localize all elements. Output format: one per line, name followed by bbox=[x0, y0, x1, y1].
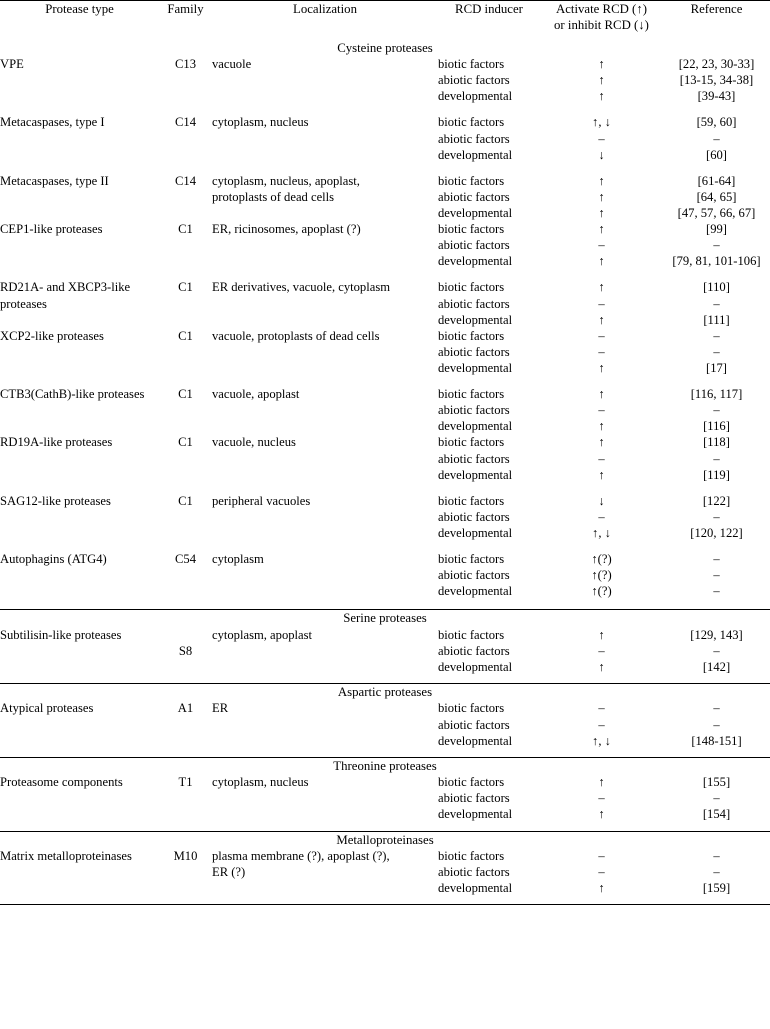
cell-family bbox=[159, 386, 212, 434]
protease-type-label: Metacaspases, type I bbox=[0, 115, 105, 130]
reference-1: – bbox=[713, 568, 720, 583]
effect-2: ↑ bbox=[598, 312, 605, 327]
rcd-inducer-2: developmental bbox=[438, 584, 513, 599]
reference-0: [155] bbox=[702, 775, 731, 790]
reference-1: – bbox=[713, 344, 720, 359]
effect-1: ↑ bbox=[598, 189, 605, 204]
rcd-inducer-0: biotic factors bbox=[438, 848, 505, 863]
cell-reference bbox=[663, 173, 770, 221]
section-title-2: Aspartic proteases bbox=[337, 685, 433, 700]
rcd-inducer-2: developmental bbox=[438, 147, 513, 162]
effect-0: ↑ bbox=[598, 387, 605, 402]
family-label: C13 bbox=[175, 57, 196, 72]
reference-1: – bbox=[713, 509, 720, 524]
header-label-family: Family bbox=[167, 2, 204, 16]
effect-1: ↑(?) bbox=[591, 568, 612, 583]
rcd-inducer-2: developmental bbox=[438, 660, 513, 674]
cell-rcd-inducer bbox=[438, 221, 540, 279]
table-header-row bbox=[0, 1, 770, 34]
header-cell-family bbox=[159, 1, 212, 34]
cell-localization bbox=[212, 434, 438, 492]
section-row bbox=[0, 40, 770, 56]
cell-reference bbox=[663, 848, 770, 905]
cell-family bbox=[159, 774, 212, 831]
rcd-inducer-2: developmental bbox=[438, 312, 513, 327]
effect-0: ↑ bbox=[598, 435, 605, 450]
effect-0: – bbox=[598, 328, 605, 343]
effect-1: – bbox=[598, 403, 605, 418]
header-cell-ref bbox=[663, 1, 770, 34]
cell-family bbox=[159, 114, 212, 172]
family-label: T1 bbox=[178, 775, 193, 790]
rcd-inducer-1: abiotic factors bbox=[438, 238, 510, 253]
header-cell-loc bbox=[212, 1, 438, 34]
cell-localization bbox=[212, 56, 438, 114]
rcd-inducer-2: developmental bbox=[438, 807, 513, 822]
cell-reference bbox=[663, 328, 770, 386]
cell-protease-type bbox=[0, 56, 159, 114]
cell-localization bbox=[212, 700, 438, 757]
rcd-inducer-0: biotic factors bbox=[438, 57, 505, 72]
rcd-inducer-1: abiotic factors bbox=[438, 509, 510, 524]
header-label2-act: or inhibit RCD (↓) bbox=[554, 18, 649, 33]
cell-reference bbox=[663, 700, 770, 757]
rcd-inducer-2: developmental bbox=[438, 525, 513, 540]
reference-0: [129, 143] bbox=[690, 627, 743, 642]
header-cell-act bbox=[540, 1, 663, 34]
family-label: C1 bbox=[178, 328, 193, 343]
rcd-inducer-0: biotic factors bbox=[438, 387, 505, 402]
family-label: C1 bbox=[178, 280, 193, 295]
cell-rcd-inducer bbox=[438, 434, 540, 492]
protease-type-label: VPE bbox=[0, 57, 24, 72]
protease-type-label: XCP2-like proteases bbox=[0, 328, 104, 343]
cell-rcd-inducer bbox=[438, 114, 540, 172]
cell-rcd-inducer bbox=[438, 386, 540, 434]
effect-2: ↑ bbox=[598, 660, 605, 674]
reference-1: – bbox=[713, 865, 720, 879]
cell-protease-type bbox=[0, 173, 159, 221]
reference-2: [142] bbox=[702, 660, 731, 674]
family-label: C1 bbox=[178, 387, 193, 402]
localization-line-0: plasma membrane (?), apoplast (?), bbox=[212, 848, 390, 863]
rcd-inducer-1: abiotic factors bbox=[438, 643, 510, 658]
cell-rcd-inducer bbox=[438, 774, 540, 831]
effect-2: ↑ bbox=[598, 206, 605, 220]
reference-2: [154] bbox=[702, 807, 731, 822]
reference-2: [39-43] bbox=[697, 89, 736, 104]
family-label: C1 bbox=[178, 435, 193, 450]
effect-2: ↑, ↓ bbox=[592, 525, 611, 540]
effect-0: ↑, ↓ bbox=[592, 115, 611, 130]
cell-reference bbox=[663, 627, 770, 684]
cell-activate-inhibit bbox=[540, 774, 663, 831]
reference-0: [61-64] bbox=[697, 173, 736, 188]
effect-0: ↑ bbox=[598, 775, 605, 790]
cell-rcd-inducer bbox=[438, 173, 540, 221]
reference-1: – bbox=[713, 296, 720, 311]
rcd-inducer-0: biotic factors bbox=[438, 775, 505, 790]
cell-rcd-inducer bbox=[438, 56, 540, 114]
rcd-inducer-1: abiotic factors bbox=[438, 296, 510, 311]
reference-1: – bbox=[713, 403, 720, 418]
cell-family bbox=[159, 434, 212, 492]
rcd-inducer-1: abiotic factors bbox=[438, 73, 510, 88]
cell-localization bbox=[212, 114, 438, 172]
effect-2: ↑ bbox=[598, 89, 605, 104]
table-body bbox=[0, 1, 770, 906]
rcd-inducer-2: developmental bbox=[438, 733, 513, 748]
reference-2: [120, 122] bbox=[690, 525, 743, 540]
cell-activate-inhibit bbox=[540, 279, 663, 327]
effect-1: – bbox=[598, 791, 605, 806]
cell-reference bbox=[663, 493, 770, 551]
section-close-row bbox=[0, 905, 770, 906]
table-row bbox=[0, 434, 770, 492]
cell-rcd-inducer bbox=[438, 627, 540, 684]
cell-activate-inhibit bbox=[540, 434, 663, 492]
reference-2: [17] bbox=[706, 360, 727, 375]
localization-line-1: ER (?) bbox=[212, 865, 246, 879]
rcd-inducer-1: abiotic factors bbox=[438, 451, 510, 466]
family-label: C14 bbox=[175, 115, 196, 130]
cell-protease-type bbox=[0, 279, 159, 327]
section-title-4: Metalloproteinases bbox=[336, 832, 434, 847]
family-label: M10 bbox=[173, 848, 198, 863]
reference-0: [59, 60] bbox=[696, 115, 737, 130]
cell-localization bbox=[212, 279, 438, 327]
effect-2: ↑ bbox=[598, 419, 605, 434]
cell-activate-inhibit bbox=[540, 848, 663, 905]
header-label-loc: Localization bbox=[293, 2, 357, 16]
reference-1: [13-15, 34-38] bbox=[679, 73, 754, 88]
effect-1: – bbox=[598, 509, 605, 524]
protease-type-label: Proteasome components bbox=[0, 775, 123, 790]
rcd-inducer-0: biotic factors bbox=[438, 701, 505, 716]
cell-rcd-inducer bbox=[438, 493, 540, 551]
reference-1: – bbox=[713, 791, 720, 806]
cell-protease-type bbox=[0, 221, 159, 279]
rcd-inducer-0: biotic factors bbox=[438, 115, 505, 130]
section-title-1: Serine proteases bbox=[343, 611, 427, 626]
cell-protease-type bbox=[0, 848, 159, 905]
cell-localization bbox=[212, 848, 438, 905]
cell-family bbox=[159, 627, 212, 684]
effect-2: ↑ bbox=[598, 254, 605, 269]
effect-1: – bbox=[598, 865, 605, 879]
table-row bbox=[0, 279, 770, 327]
cell-protease-type bbox=[0, 551, 159, 610]
cell-protease-type bbox=[0, 700, 159, 757]
reference-0: [116, 117] bbox=[690, 387, 743, 402]
reference-2: [79, 81, 101-106] bbox=[672, 254, 761, 269]
header-label-type: Protease type bbox=[45, 2, 114, 16]
cell-reference bbox=[663, 551, 770, 610]
cell-protease-type bbox=[0, 328, 159, 386]
protease-type-label: RD19A-like proteases bbox=[0, 435, 113, 450]
cell-activate-inhibit bbox=[540, 386, 663, 434]
cell-localization bbox=[212, 551, 438, 610]
cell-family bbox=[159, 173, 212, 221]
reference-2: [148-151] bbox=[691, 733, 742, 748]
cell-protease-type bbox=[0, 114, 159, 172]
rcd-inducer-0: biotic factors bbox=[438, 627, 505, 642]
cell-protease-type bbox=[0, 774, 159, 831]
reference-0: – bbox=[713, 701, 720, 716]
effect-1: – bbox=[598, 643, 605, 658]
effect-1: – bbox=[598, 717, 605, 732]
cell-localization bbox=[212, 221, 438, 279]
effect-2: ↑ bbox=[598, 807, 605, 822]
localization-line-0: ER derivatives, vacuole, cytoplasm bbox=[212, 280, 391, 295]
protease-type-label: CEP1-like proteases bbox=[0, 222, 103, 237]
reference-2: [47, 57, 66, 67] bbox=[677, 206, 756, 220]
header-label-ref: Reference bbox=[690, 2, 743, 16]
effect-0: ↑ bbox=[598, 280, 605, 295]
localization-line-0: vacuole, protoplasts of dead cells bbox=[212, 328, 380, 343]
family-label: C1 bbox=[178, 222, 193, 237]
localization-line-0: ER bbox=[212, 701, 229, 716]
header-label-act: Activate RCD (↑) bbox=[556, 2, 647, 16]
header-label-ind: RCD inducer bbox=[455, 2, 523, 16]
table-row bbox=[0, 386, 770, 434]
rcd-inducer-2: developmental bbox=[438, 206, 513, 220]
cell-activate-inhibit bbox=[540, 173, 663, 221]
reference-2: [60] bbox=[706, 147, 727, 162]
cell-reference bbox=[663, 221, 770, 279]
effect-1: – bbox=[598, 131, 605, 146]
rcd-inducer-2: developmental bbox=[438, 467, 513, 482]
protease-type-label: CTB3(CathB)-like proteases bbox=[0, 387, 145, 402]
reference-1: – bbox=[713, 643, 720, 658]
rcd-inducer-1: abiotic factors bbox=[438, 131, 510, 146]
reference-2: [111] bbox=[703, 312, 730, 327]
cell-family bbox=[159, 328, 212, 386]
family-label: S8 bbox=[178, 643, 193, 658]
header-cell-type bbox=[0, 1, 159, 34]
effect-2: ↑, ↓ bbox=[592, 733, 611, 748]
rcd-inducer-0: biotic factors bbox=[438, 552, 505, 567]
cell-protease-type bbox=[0, 627, 159, 684]
table-row bbox=[0, 328, 770, 386]
reference-0: [22, 23, 30-33] bbox=[678, 57, 755, 72]
cell-localization bbox=[212, 627, 438, 684]
localization-line-0: cytoplasm bbox=[212, 552, 264, 567]
cell-family bbox=[159, 493, 212, 551]
cell-reference bbox=[663, 279, 770, 327]
effect-2: ↑ bbox=[598, 881, 605, 896]
cell-family bbox=[159, 279, 212, 327]
reference-0: [99] bbox=[706, 222, 727, 237]
reference-1: – bbox=[713, 238, 720, 253]
cell-rcd-inducer bbox=[438, 328, 540, 386]
cell-activate-inhibit bbox=[540, 221, 663, 279]
protease-type-label: Matrix metalloproteinases bbox=[0, 848, 132, 863]
localization-line-0: peripheral vacuoles bbox=[212, 493, 311, 508]
cell-activate-inhibit bbox=[540, 56, 663, 114]
header-cell-ind bbox=[438, 1, 540, 34]
cell-activate-inhibit bbox=[540, 328, 663, 386]
cell-family bbox=[159, 221, 212, 279]
localization-line-0: vacuole, nucleus bbox=[212, 435, 296, 450]
table-row bbox=[0, 700, 770, 757]
family-label: C14 bbox=[175, 173, 196, 188]
family-label: C1 bbox=[178, 493, 193, 508]
effect-1: – bbox=[598, 451, 605, 466]
reference-0: [118] bbox=[703, 435, 730, 450]
effect-0: ↑(?) bbox=[591, 552, 612, 567]
section-row bbox=[0, 758, 770, 774]
rcd-inducer-2: developmental bbox=[438, 89, 513, 104]
effect-1: ↑ bbox=[598, 73, 605, 88]
cell-family bbox=[159, 700, 212, 757]
reference-1: [64, 65] bbox=[696, 189, 737, 204]
reference-1: – bbox=[713, 451, 720, 466]
effect-2: ↑ bbox=[598, 360, 605, 375]
table-row bbox=[0, 56, 770, 114]
section-close-cell bbox=[0, 905, 770, 906]
protease-type-label: RD21A- and XBCP3-like proteases bbox=[0, 280, 131, 311]
localization-line-1: protoplasts of dead cells bbox=[212, 189, 335, 204]
cell-localization bbox=[212, 774, 438, 831]
protease-type-label: Subtilisin-like proteases bbox=[0, 627, 122, 642]
cell-reference bbox=[663, 386, 770, 434]
cell-rcd-inducer bbox=[438, 551, 540, 610]
rcd-inducer-1: abiotic factors bbox=[438, 344, 510, 359]
rcd-inducer-0: biotic factors bbox=[438, 280, 505, 295]
cell-activate-inhibit bbox=[540, 700, 663, 757]
localization-line-0: ER, ricinosomes, apoplast (?) bbox=[212, 222, 361, 237]
section-row bbox=[0, 610, 770, 626]
rcd-inducer-1: abiotic factors bbox=[438, 865, 510, 879]
cell-localization bbox=[212, 173, 438, 221]
family-label: A1 bbox=[177, 701, 194, 716]
protease-type-label: SAG12-like proteases bbox=[0, 493, 111, 508]
effect-2: ↑(?) bbox=[591, 584, 612, 599]
cell-family bbox=[159, 551, 212, 610]
cell-localization bbox=[212, 328, 438, 386]
rcd-inducer-2: developmental bbox=[438, 254, 513, 269]
section-row bbox=[0, 684, 770, 700]
localization-line-0: cytoplasm, nucleus bbox=[212, 115, 309, 130]
rcd-inducer-2: developmental bbox=[438, 360, 513, 375]
rcd-inducer-0: biotic factors bbox=[438, 173, 505, 188]
rcd-inducer-1: abiotic factors bbox=[438, 717, 510, 732]
effect-1: – bbox=[598, 344, 605, 359]
effect-0: ↑ bbox=[598, 222, 605, 237]
rcd-inducer-2: developmental bbox=[438, 881, 513, 896]
cell-family bbox=[159, 56, 212, 114]
localization-line-0: vacuole, apoplast bbox=[212, 387, 300, 402]
effect-2: ↑ bbox=[598, 467, 605, 482]
reference-0: – bbox=[713, 848, 720, 863]
rcd-inducer-1: abiotic factors bbox=[438, 189, 510, 204]
rcd-inducer-0: biotic factors bbox=[438, 435, 505, 450]
effect-0: – bbox=[598, 701, 605, 716]
table-row bbox=[0, 627, 770, 684]
cell-activate-inhibit bbox=[540, 493, 663, 551]
cell-reference bbox=[663, 114, 770, 172]
table-row bbox=[0, 493, 770, 551]
cell-localization bbox=[212, 493, 438, 551]
localization-line-0: cytoplasm, nucleus, apoplast, bbox=[212, 173, 360, 188]
reference-0: – bbox=[713, 328, 720, 343]
localization-line-0: cytoplasm, nucleus bbox=[212, 775, 309, 790]
cell-activate-inhibit bbox=[540, 551, 663, 610]
reference-2: [116] bbox=[703, 419, 730, 434]
table-row bbox=[0, 173, 770, 221]
cell-protease-type bbox=[0, 434, 159, 492]
table-row bbox=[0, 848, 770, 905]
cell-protease-type bbox=[0, 386, 159, 434]
cell-rcd-inducer bbox=[438, 279, 540, 327]
section-row bbox=[0, 832, 770, 848]
effect-1: – bbox=[598, 238, 605, 253]
protease-type-label: Atypical proteases bbox=[0, 701, 94, 716]
effect-0: ↑ bbox=[598, 627, 605, 642]
rcd-inducer-1: abiotic factors bbox=[438, 403, 510, 418]
cell-rcd-inducer bbox=[438, 700, 540, 757]
cell-family bbox=[159, 848, 212, 905]
cell-protease-type bbox=[0, 493, 159, 551]
table-row bbox=[0, 114, 770, 172]
table-row bbox=[0, 221, 770, 279]
effect-0: ↑ bbox=[598, 57, 605, 72]
localization-line-0: vacuole bbox=[212, 57, 252, 72]
protease-type-label: Metacaspases, type II bbox=[0, 173, 109, 188]
table-row bbox=[0, 774, 770, 831]
family-label: C54 bbox=[175, 552, 196, 567]
rcd-inducer-0: biotic factors bbox=[438, 328, 505, 343]
section-title-3: Threonine proteases bbox=[333, 758, 437, 773]
cell-reference bbox=[663, 56, 770, 114]
section-title-0: Cysteine proteases bbox=[337, 40, 433, 55]
effect-0: ↑ bbox=[598, 173, 605, 188]
reference-2: – bbox=[713, 584, 720, 599]
cell-localization bbox=[212, 386, 438, 434]
rcd-inducer-0: biotic factors bbox=[438, 222, 505, 237]
table-row bbox=[0, 551, 770, 610]
rcd-inducer-2: developmental bbox=[438, 419, 513, 434]
reference-0: – bbox=[713, 552, 720, 567]
protease-type-label: Autophagins (ATG4) bbox=[0, 552, 107, 567]
reference-0: [110] bbox=[703, 280, 730, 295]
reference-1: – bbox=[713, 131, 720, 146]
effect-2: ↓ bbox=[598, 147, 605, 162]
effect-1: – bbox=[598, 296, 605, 311]
effect-0: ↓ bbox=[598, 493, 605, 508]
cell-reference bbox=[663, 774, 770, 831]
cell-rcd-inducer bbox=[438, 848, 540, 905]
cell-activate-inhibit bbox=[540, 627, 663, 684]
cell-reference bbox=[663, 434, 770, 492]
rcd-inducer-1: abiotic factors bbox=[438, 568, 510, 583]
reference-1: – bbox=[713, 717, 720, 732]
effect-0: – bbox=[598, 848, 605, 863]
cell-activate-inhibit bbox=[540, 114, 663, 172]
reference-2: [119] bbox=[703, 467, 730, 482]
reference-2: [159] bbox=[702, 881, 731, 896]
reference-0: [122] bbox=[702, 493, 731, 508]
rcd-inducer-1: abiotic factors bbox=[438, 791, 510, 806]
rcd-inducer-0: biotic factors bbox=[438, 493, 505, 508]
localization-line-0: cytoplasm, apoplast bbox=[212, 627, 313, 642]
